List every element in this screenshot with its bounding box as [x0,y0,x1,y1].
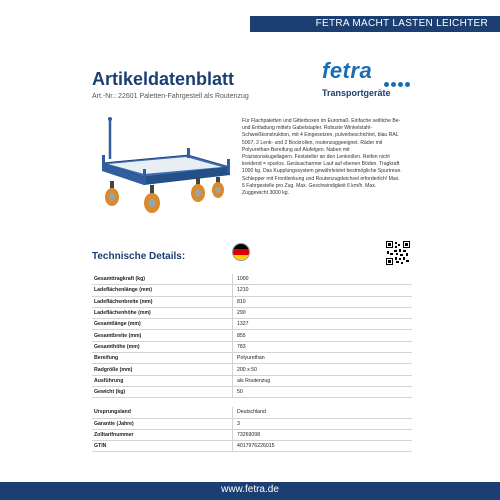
spec-value: Deutschland [232,407,412,417]
spec-row [92,387,412,398]
spec-value: Polyurethan [232,353,412,363]
spec-value: 1210 [232,285,412,295]
spec-row [92,364,412,375]
spec-key: Garantie (Jahre) [94,420,134,427]
germany-flag-icon [232,243,250,261]
spec-value: 290 [232,308,412,318]
spec-value: 73269098 [232,430,412,440]
spec-key: Ursprungsland [94,409,131,416]
spec-row [92,285,412,296]
spec-value: 1000 [232,274,412,284]
spec-row [92,308,412,319]
spec-value: 810 [232,297,412,307]
spec-value: 783 [232,342,412,352]
spec-key: Ladeflächenhöhe (mm) [94,310,151,317]
footer-url[interactable]: www.fetra.de [221,484,279,495]
header-slogan: FETRA MACHT LASTEN LEICHTER [315,18,488,29]
spec-key: Zolltarifnummer [94,432,134,438]
spec-value: als Routenzug [232,376,412,386]
spec-value: 50 [232,387,412,397]
spec-key: Gesamtlänge (mm) [94,321,141,328]
spec-table [92,274,412,452]
section-title: Technische Details: [92,251,186,262]
spec-value: 200 x 50 [232,364,412,374]
spec-value: 855 [232,330,412,340]
spec-row [92,441,412,452]
spec-value: 1327 [232,319,412,329]
spec-key: Ladeflächenlänge (mm) [94,287,152,294]
spec-key: Ladeflächenbreite (mm) [94,298,153,305]
brand-tagline: Transportgeräte [322,88,391,98]
product-description: Für Flachpaletten und Gitterboxen im Euromaß. Einfache seitliche Be- und Entladung mittels Gabelstapler. Robuste Winkelstahl-Schweißkonstruktion, mit 4 Eingesetzen, pulverbeschichtet, blau RAL 5007. 2 Lenk- und 2 Bockrollen, routenzuggeeignet. Räder mit Polyurethan-Bereifung auf Alufelgen. Naben mit Präzisionskugellagern. Feststeller an den Lenkrollen. Reifen nicht kreidend = spurlos. Geräuscharmer Lauf auf ebenen Böden. Tragkraft 1000 kg. Das Kupplungssystem gewährleistet bestmögliche Spurtreue. Schlepper mit Frontlenkung und Routenzugdeichsel erforderlich! Max. 5 Fahrgestelle pro Zug. Max. Geschwindigkeit 6 km/h. Max. Zuggewicht 3000 kg. [242,118,402,197]
spec-row [92,297,412,308]
spec-key: Bereifung [94,355,119,362]
spec-value: 3 [232,419,412,429]
header-bar [0,0,500,32]
spec-key: Gewicht (kg) [94,389,126,396]
spec-row [92,376,412,387]
article-number: Art.-Nr.: 22601 Paletten-Fahrgestell als Routenzug [92,93,249,100]
spec-row [92,430,412,441]
spec-row [92,419,412,430]
spec-key: Gesamtbreite (mm) [94,332,142,339]
spec-row [92,342,412,353]
spec-row [92,353,412,364]
spec-row [92,319,412,330]
product-image [92,115,234,223]
spec-row [92,407,412,418]
brand-name: fetra [322,58,373,83]
spec-row [92,330,412,341]
spec-key: Radgröße (mm) [94,366,133,373]
brand-logo [322,58,412,102]
spec-row [92,274,412,285]
qr-code-icon [386,241,410,265]
spec-key: Gesamttragkraft (kg) [94,276,146,283]
page-title: Artikeldatenblatt [92,69,235,89]
spec-key: GTIN [94,443,107,450]
spec-key: Gesamthöhe (mm) [94,343,140,350]
spec-value: 4017976226015 [232,441,412,451]
spec-key: Ausführung [94,377,124,384]
